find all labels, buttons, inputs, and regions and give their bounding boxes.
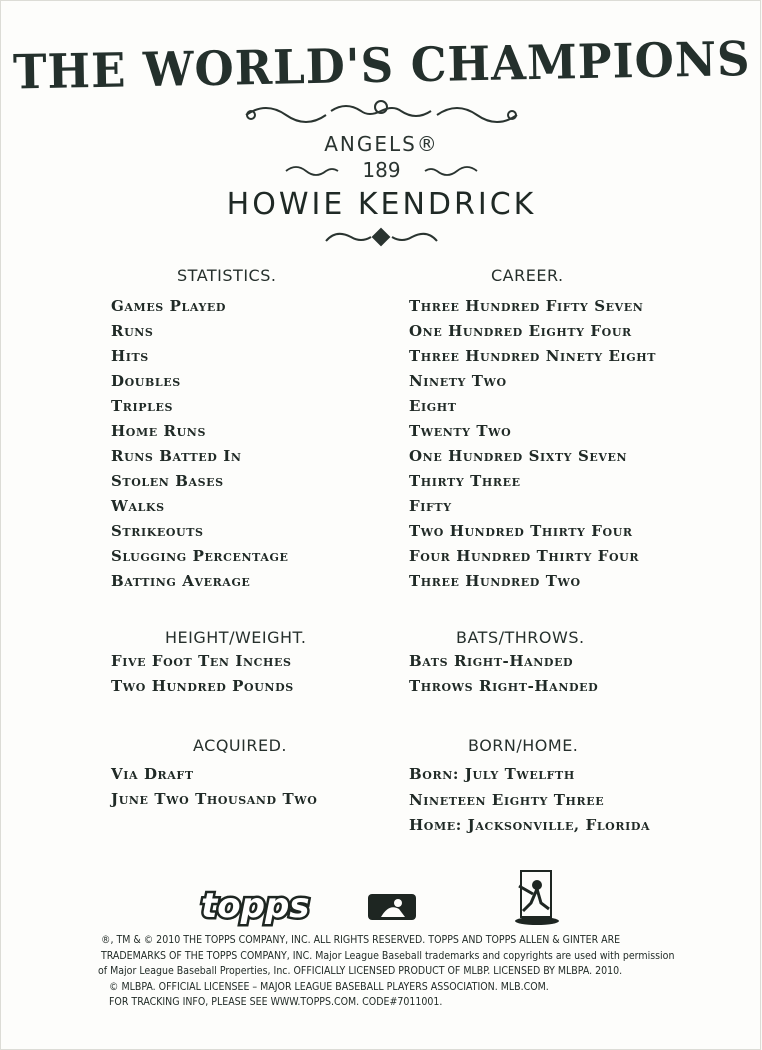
stat-value: One Hundred Eighty Four: [409, 322, 632, 340]
stat-label: Games Played: [111, 297, 227, 315]
stat-value: Twenty Two: [409, 422, 512, 440]
stat-label: Runs: [111, 322, 154, 340]
stat-value: Three Hundred Fifty Seven: [409, 297, 644, 315]
stat-value: Three Hundred Two: [409, 572, 581, 590]
legal-line: ®, TM & © 2010 THE TOPPS COMPANY, INC. ALL RIGHTS RESERVED. TOPPS AND TOPPS ALLEN & GINTER ARE: [101, 934, 621, 946]
topps-logo: [197, 885, 310, 931]
stat-label: Stolen Bases: [111, 472, 224, 490]
throws-line: Throws Right-Handed: [409, 677, 599, 695]
stat-label: Doubles: [111, 372, 181, 390]
card-title: THE WORLD'S CHAMPIONS: [12, 30, 751, 101]
stat-label: Walks: [111, 497, 165, 515]
legal-line: FOR TRACKING INFO, PLEASE SEE WWW.TOPPS.COM. CODE#7011001.: [109, 996, 443, 1008]
ornament-top-icon: [1, 97, 762, 131]
stat-label: Runs Batted In: [111, 447, 242, 465]
team-name: ANGELS®: [324, 132, 439, 156]
height-line: Five Foot Ten Inches: [111, 652, 292, 670]
stat-label: Slugging Percentage: [111, 547, 289, 565]
weight-line: Two Hundred Pounds: [111, 677, 294, 695]
career-heading: CAREER.: [491, 266, 564, 285]
height-weight-heading: HEIGHT/WEIGHT.: [165, 628, 307, 647]
stat-label: Hits: [111, 347, 149, 365]
acquired-heading: ACQUIRED.: [193, 736, 287, 755]
acquired-line: Via Draft: [111, 765, 194, 783]
mlb-logo-icon: [367, 893, 417, 925]
legal-text: [98, 933, 675, 1011]
bats-throws-heading: BATS/THROWS.: [456, 628, 585, 647]
stat-value: Thirty Three: [409, 472, 521, 490]
legal-line: of Major League Baseball Properties, Inc. OFFICIALLY LICENSED PRODUCT OF MLBP. LICENSED BY MLBPA. 2010.: [98, 965, 623, 977]
stat-value: Ninety Two: [409, 372, 507, 390]
legal-line: TRADEMARKS OF THE TOPPS COMPANY, INC. Major League Baseball trademarks and copyrights are used with permission: [101, 949, 675, 962]
mlbpa-logo-icon: [507, 867, 567, 931]
stat-value: Four Hundred Thirty Four: [409, 547, 640, 565]
stat-label: Home Runs: [111, 422, 206, 440]
stat-value: Two Hundred Thirty Four: [409, 522, 633, 540]
born-year-line: Nineteen Eighty Three: [409, 791, 605, 809]
ornament-bottom-icon: [1, 225, 762, 251]
born-line: Born: July Twelfth: [409, 765, 575, 783]
statistics-heading: STATISTICS.: [177, 266, 277, 285]
stat-value: Eight: [409, 397, 457, 415]
legal-line: © MLBPA. OFFICIAL LICENSEE – MAJOR LEAGUE BASEBALL PLAYERS ASSOCIATION. MLB.COM.: [109, 980, 549, 993]
stat-value: Three Hundred Ninety Eight: [409, 347, 657, 365]
home-line: Home: Jacksonville, Florida: [409, 816, 651, 834]
stat-value: One Hundred Sixty Seven: [409, 447, 628, 465]
stat-label: Batting Average: [111, 572, 251, 590]
svg-text:topps: topps: [201, 886, 310, 926]
born-home-heading: BORN/HOME.: [468, 736, 579, 755]
bats-line: Bats Right-Handed: [409, 652, 574, 670]
acquired-date-line: June Two Thousand Two: [111, 790, 318, 808]
stat-label: Strikeouts: [111, 522, 204, 540]
player-name: HOWIE KENDRICK: [226, 187, 537, 222]
card-number: 189: [362, 158, 401, 182]
stat-value: Fifty: [409, 497, 452, 515]
stat-label: Triples: [111, 397, 173, 415]
